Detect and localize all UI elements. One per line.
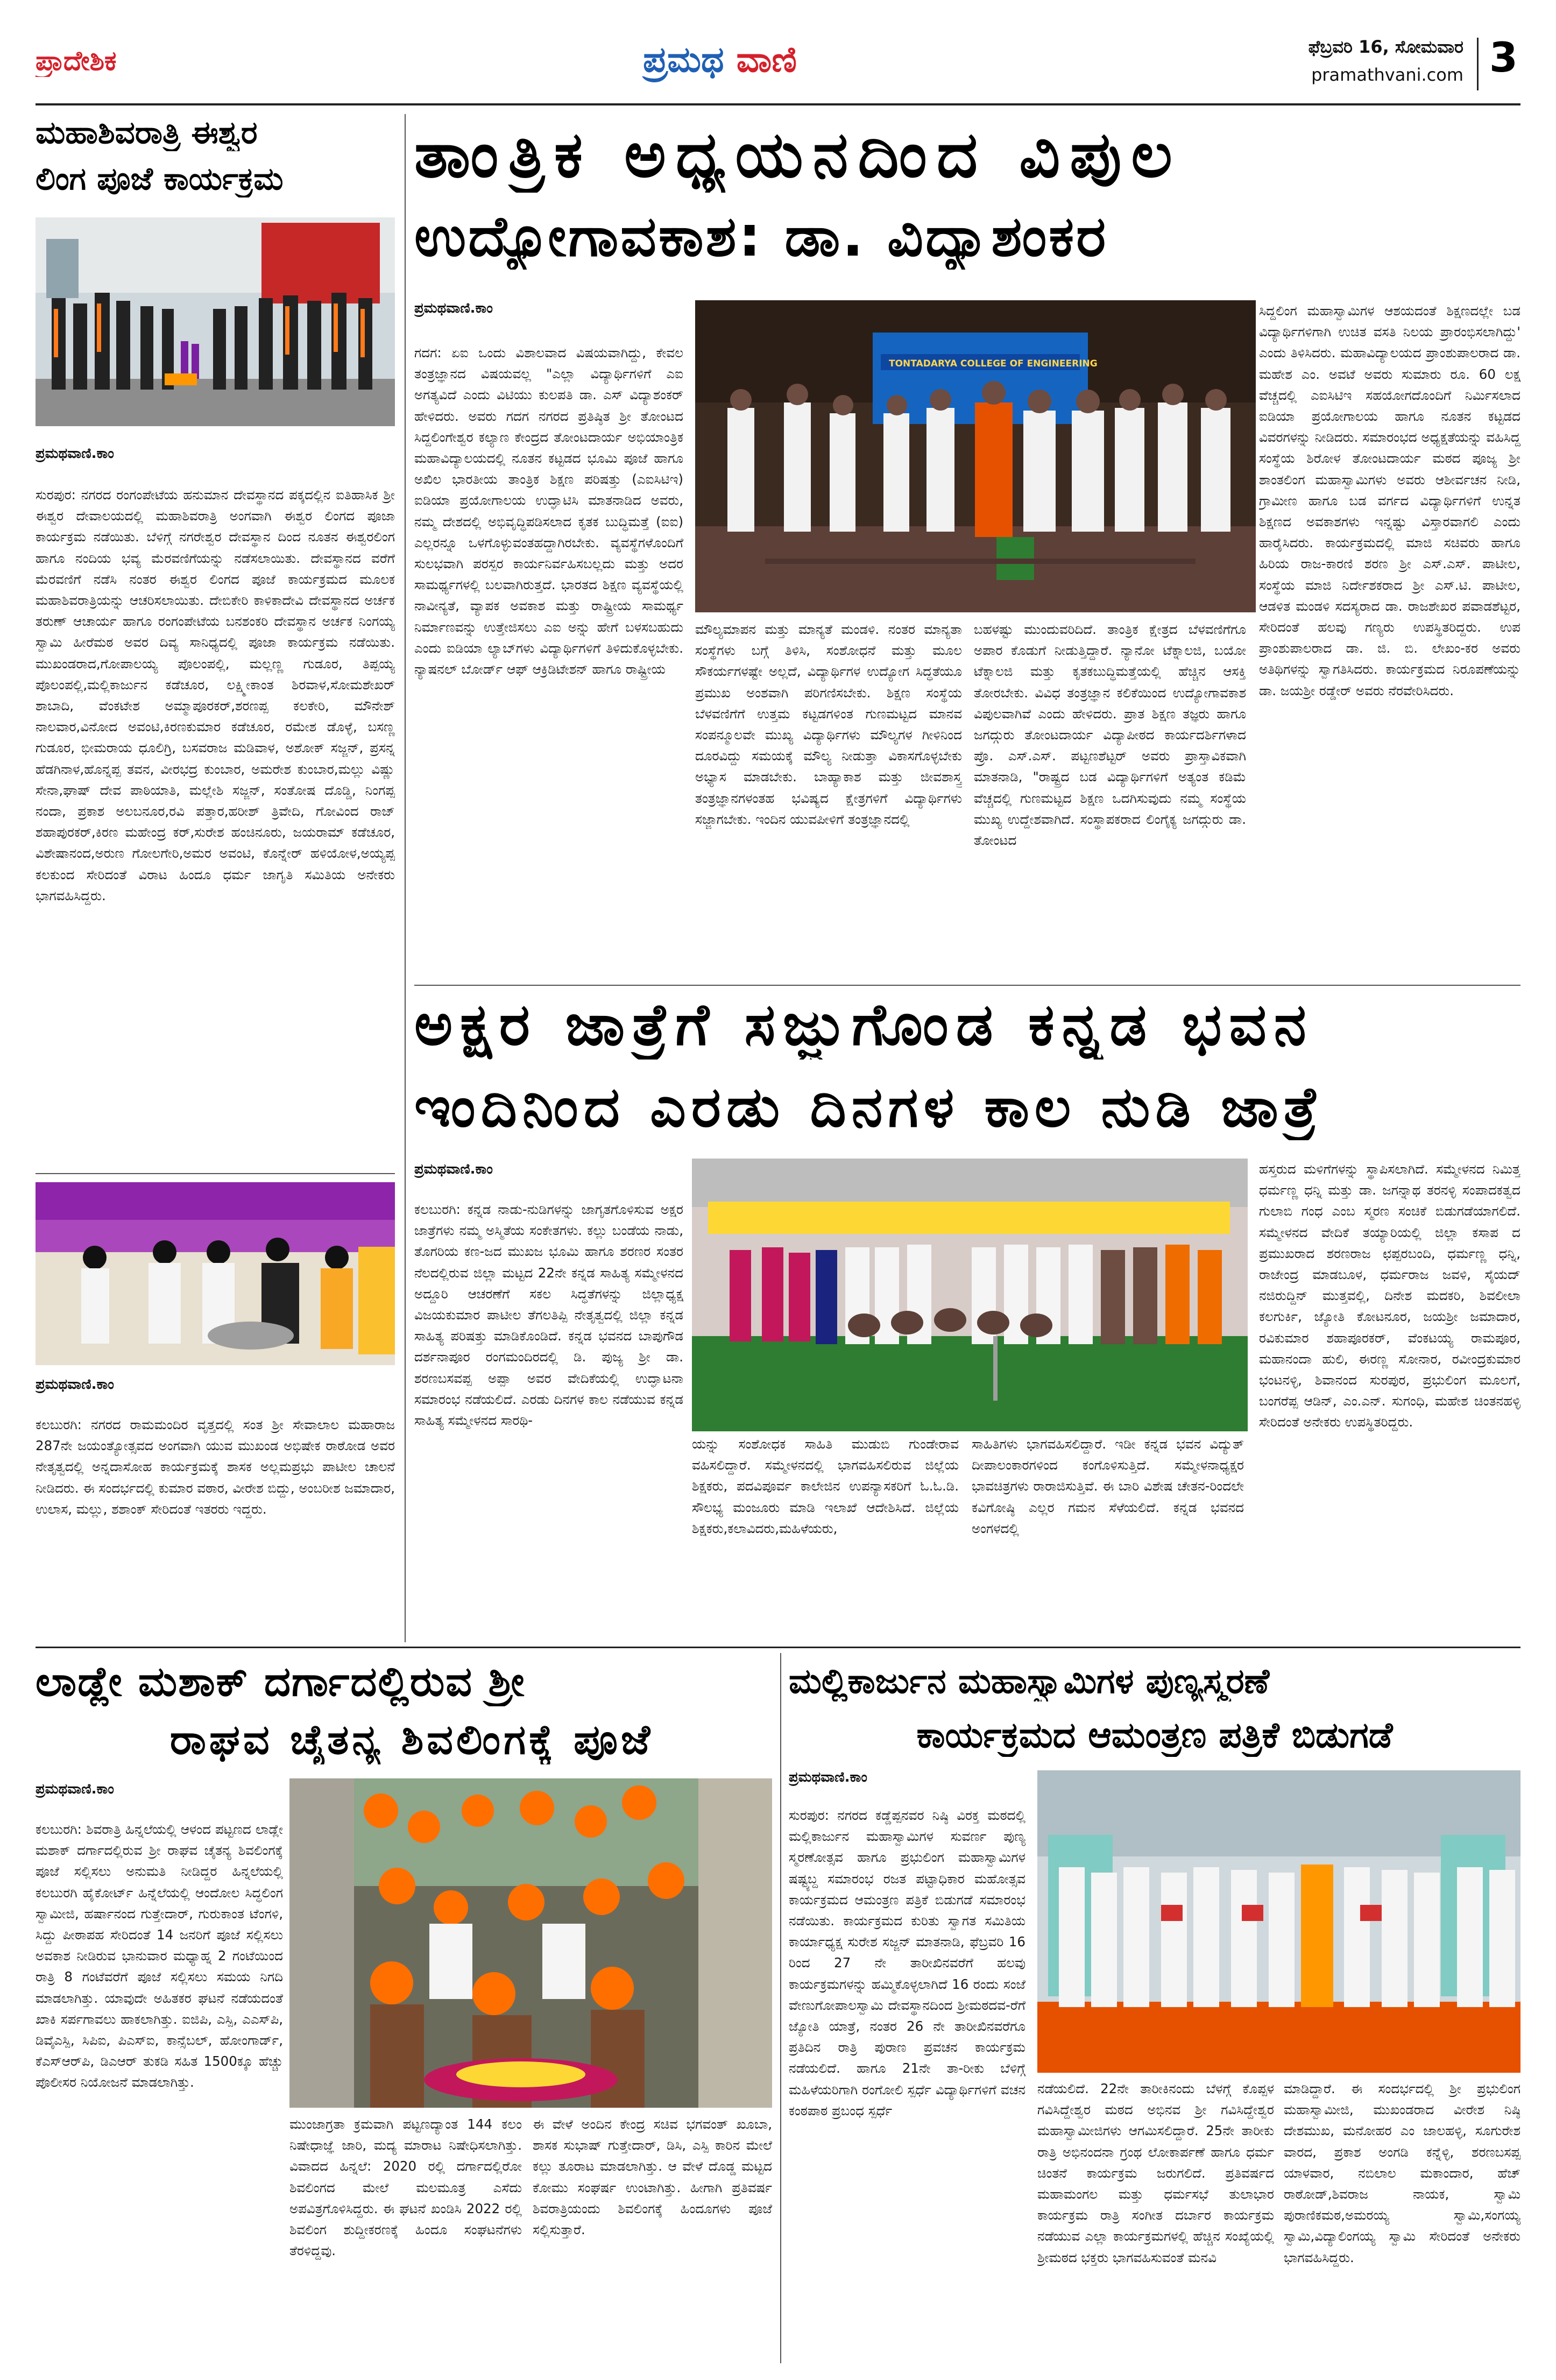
bl-headline-line1: ಲಾಡ್ಲೇ ಮಶಾಕ್ ದರ್ಗಾದಲ್ಲಿರುವ ಶ್ರೀ <box>36 1657 526 1705</box>
issue-date: ಫೆಬ್ರವರಿ 16, ಸೋಮವಾರ <box>1308 37 1463 57</box>
left1-headline-line1: ಮಹಾಶಿವರಾತ್ರಿ ಈಶ್ವರ <box>36 114 258 151</box>
paper-name-part2: ವಾಣಿ <box>736 39 797 80</box>
left2-photo <box>36 1182 395 1365</box>
main1-photo <box>695 300 1256 612</box>
main1-col3: ಬಹಳಷ್ಟು ಮುಂದುವರಿದಿದೆ. ತಾಂತ್ರಿಕ ಕ್ಷೇತ್ರದ ಬೆಳವಣಿಗೆಗೂ ಅಪಾರ ಕೊಡುಗೆ ನೀಡುತ್ತಿದ್ದಾರೆ. ನ್ಯಾನೋ ಟೆಕ್ನಾಲಜಿ, ಬಯೋ ಟೆಕ್ನಾಲಜಿ ಮತ್ತು ಕೃತಕಬುದ್ಧಿಮತ್ತೆಯಲ್ಲಿ ಹೆಚ್ಚಿನ ಆಸಕ್ತಿ ತೋರಬೇಕು. ವಿವಿಧ ತಂತ್ರಜ್ಞಾನ ಕಲಿಕೆಯಿಂದ ಉದ್ಯೋಗಾವಕಾಶ ವಿಪುಲವಾಗಿವೆ ಎಂದು ಹೇಳಿದರು. ಪ್ರಾತ ಶಿಕ್ಷಣ ತಜ್ಞರು ಹಾಗೂ ಜಗದ್ಗುರು ತೋಂಟದಾರ್ಯ ವಿದ್ಯಾಪೀಠದ ಕಾರ್ಯದರ್ಶಿಗಳಾದ ಪ್ರೊ. ಎಸ್.ಎಸ್. ಪಟ್ಟಣಶೆಟ್ಟರ್ ಅವರು ಪ್ರಾಸ್ತಾವಿಕವಾಗಿ ಮಾತನಾಡಿ, "ರಾಷ್ಟ್ರದ ಬಡ ವಿದ್ಯಾರ್ಥಿಗಳಿಗೆ ಅತ್ಯಂತ ಕಡಿಮೆ ವೆಚ್ಚದಲ್ಲಿ ಗುಣಮಟ್ಟದ ಶಿಕ್ಷಣ ಒದಗಿಸುವುದು ನಮ್ಮ ಸಂಸ್ಥೆಯ ಮುಖ್ಯ ಉದ್ದೇಶವಾಗಿದೆ. ಸಂಸ್ಥಾಪಕರಾದ ಲಿಂಗೈಕ್ಯ ಜಗದ್ಗುರು ಡಾ. ತೋಂಟದ <box>974 622 1246 849</box>
br-photo <box>1037 1770 1520 2073</box>
main1-headline-line1: ತಾಂತ್ರಿಕ ಅಧ್ಯಯನದಿಂದ ವಿಪುಲ <box>414 117 1182 192</box>
left1-byline: ಪ್ರಮಥವಾಣಿ.ಕಾಂ <box>36 446 114 462</box>
br-headline-line1: ಮಲ್ಲಿಕಾರ್ಜುನ ಮಹಾಸ್ವಾಮಿಗಳ ಪುಣ್ಯಸ್ಮರಣೆ <box>789 1662 1270 1701</box>
bl-col1: ಕಲಬುರಗಿ: ಶಿವರಾತ್ರಿ ಹಿನ್ನಲೆಯಲ್ಲಿ ಆಳಂದ ಪಟ್ಟಣದ ಲಾಡ್ಲೇ ಮಶಾಕ್ ದರ್ಗಾದಲ್ಲಿರುವ ಶ್ರೀ ರಾಘವ ಚೈತನ್ಯ ಶಿವಲಿಂಗಕ್ಕೆ ಪೂಜೆ ಸಲ್ಲಿಸಲು ಅನುಮತಿ ನೀಡಿದ್ದರ ಹಿನ್ನಲೆಯಲ್ಲಿ ಕಲಬುರಗಿ ಹೈಕೋರ್ಟ್ ಹಿನ್ನೆಲೆಯಲ್ಲಿ ಆಂದೋಲ ಸಿದ್ಧಲಿಂಗ ಸ್ವಾಮೀಜಿ, ಹರ್ಷಾನಂದ ಗುತ್ತೇದಾರ್, ಗುರುಕಾಂತ ಟೆಂಗಳಿ, ಸಿದ್ದು ಪೀಠಾಪಹ ಸೇರಿದಂತೆ 14 ಜನರಿಗೆ ಪೂಜೆ ಸಲ್ಲಿಸಲು ಅವಕಾಶ ನೀಡಿರುವ ಭಾನುವಾರ ಮಧ್ಯಾಹ್ನ 2 ಗಂಟೆಯಿಂದ ರಾತ್ರಿ 8 ಗಂಟೆವರೆಗೆ ಪೂಜೆ ಸಲ್ಲಿಸಲು ಸಮಯ ನಿಗದಿ ಮಾಡಲಾಗಿತ್ತು. ಯಾವುದೇ ಅಹಿತಕರ ಘಟನೆ ನಡೆಯದಂತೆ ಖಾಕಿ ಸರ್ಪಗಾವಲು ಹಾಕಲಾಗಿತ್ತು. ಐಜಿಪಿ, ಎಸ್ಪಿ, ಎಎಸ್‌ಪಿ, ಡಿವೈಎಸ್ಪಿ, ಸಿಪಿಐ, ಪಿಎಸ್‌ಐ, ಕಾನ್ಸೆಬಲ್, ಹೋಂಗಾರ್ಡ್, ಕೆಎಸ್‌ಆರ್‌ಪಿ, ಡಿಎಆರ್ ತುಕಡಿ ಸಹಿತ 1500ಕ್ಕೂ ಹೆಚ್ಚು ಪೊಲೀಸರ ನಿಯೋಜನೆ ಮಾಡಲಾಗಿತ್ತು. <box>36 1821 283 2091</box>
left-col-divider <box>36 1173 395 1174</box>
left-col-rule <box>405 114 406 1642</box>
br-col2: ನಡೆಯಲಿದೆ. 22ನೇ ತಾರೀಕಿನಂದು ಬೆಳಗ್ಗೆ ಕೊಪ್ಪಳ ಗವಿಸಿದ್ದೇಶ್ವರ ಮಠದ ಅಭಿನವ ಶ್ರೀ ಗವಿಸಿದ್ದೇಶ್ವರ ಮಹಾಸ್ವಾಮೀಜಿಗಳು ಆಗಮಿಸಲಿದ್ದಾರೆ. 25ನೇ ತಾರೀಕು ರಾತ್ರಿ ಅಭಿನಂದನಾ ಗ್ರಂಥ ಲೋಕಾರ್ಪಣೆ ಹಾಗೂ ಧರ್ಮ ಚಿಂತನೆ ಕಾರ್ಯಕ್ರಮ ಜರುಗಲಿದೆ. ಪ್ರತಿವರ್ಷದ ಮಹಾಮಂಗಲ ಮತ್ತು ಧರ್ಮಸಭೆ ತುಲಾಭಾರ ಕಾರ್ಯಕ್ರಮ ರಾತ್ರಿ ಸಂಗೀತ ದರ್ಬಾರ ಕಾರ್ಯಕ್ರಮ ನಡೆಯುವ ಎಲ್ಲಾ ಕಾರ್ಯಕ್ರಮಗಳಲ್ಲಿ ಹೆಚ್ಚಿನ ಸಂಖ್ಯೆಯಲ್ಲಿ ಶ್ರೀಮಠದ ಭಕ್ತರು ಭಾಗವಹಿಸುವಂತೆ ಮನವಿ <box>1037 2081 1274 2265</box>
main2-headline-line1: ಅಕ್ಷರ ಜಾತ್ರೆಗೆ ಸಜ್ಜುಗೊಂಡ ಕನ್ನಡ ಭವನ <box>414 991 1314 1058</box>
paper-name-part1: ಪ್ರಮಥ <box>643 39 724 80</box>
section-label: ಪ್ರಾದೇಶಿಕ <box>36 45 117 76</box>
main1-col2: ಮೌಲ್ಯಮಾಪನ ಮತ್ತು ಮಾನ್ಯತೆ ಮಂಡಳಿ. ನಂತರ ಮಾನ್ಯತಾ ಸಂಸ್ಥೆಗಳು ಬಗ್ಗೆ ತಿಳಿಸಿ, ಸಂಶೋಧನೆ ಮತ್ತು ಮೂಲ ಸೌಕರ್ಯಗಳಷ್ಟೇ ಅಲ್ಲದೆ, ವಿದ್ಯಾರ್ಥಿಗಳ ಉದ್ಯೋಗ ಸಿದ್ಧತೆಯೂ ಪ್ರಮುಖ ಅಂಶವಾಗಿ ಪರಿಗಣಿಸಬೇಕು. ಶಿಕ್ಷಣ ಸಂಸ್ಥೆಯ ಬೆಳವಣಿಗೆಗೆ ಉತ್ತಮ ಕಟ್ಟಡಗಳಿಂತ ಗುಣಮಟ್ಟದ ಮಾನವ ಸಂಪನ್ಮೂಲವೇ ಮುಖ್ಯ ವಿದ್ಯಾರ್ಥಿಗಳು ಮೌಲ್ಯಗಳ ಗೀಳಿನಿಂದ ದೂರವಿದ್ದು ಸಮಯಕ್ಕೆ ಮೌಲ್ಯ ನೀಡುತ್ತಾ ವಿಕಾಸಗೊಳ್ಳಬೇಕು ಅಭ್ಯಾಸ ಮಾಡಬೇಕು. ಬಾಹ್ಯಾಕಾಶ ಮತ್ತು ಜೀವಶಾಸ್ತ್ರ ತಂತ್ರಜ್ಞಾನಗಳಂತಹ ಭವಿಷ್ಯದ ಕ್ಷೇತ್ರಗಳಿಗೆ ವಿದ್ಯಾರ್ಥಿಗಳು ಸಜ್ಜಾಗಬೇಕು. ಇಂದಿನ ಯುವಪೀಳಿಗೆ ತಂತ್ರಜ್ಞಾನದಲ್ಲಿ <box>695 622 962 827</box>
br-col1: ಸುರಪುರ: ನಗರದ ಕಡ್ಡೆಪ್ಪನವರ ನಿಷ್ಠಿ ವಿರಕ್ತ ಮಠದಲ್ಲಿ ಮಲ್ಲಿಕಾರ್ಜುನ ಮಹಾಸ್ವಾಮಿಗಳ ಸುವರ್ಣ ಪುಣ್ಯ ಸ್ಮರಣೋತ್ಸವ ಹಾಗೂ ಪ್ರಭುಲಿಂಗ ಮಹಾಸ್ವಾಮಿಗಳ ಷಷ್ಟ್ಯಬ್ದ ಸಮಾರಂಭ ರಜತ ಪಟ್ಟಾಧಿಕಾರ ಮಹೋತ್ಸವ ಕಾರ್ಯಕ್ರಮದ ಆಮಂತ್ರಣ ಪತ್ರಿಕೆ ಬಿಡುಗಡೆ ಸಮಾರಂಭ ನಡೆಯಿತು. ಕಾರ್ಯಕ್ರಮದ ಕುರಿತು ಸ್ವಾಗತ ಸಮಿತಿಯ ಕಾರ್ಯಾಧ್ಯಕ್ಷ ಸುರೇಶ ಸಜ್ಜನ್ ಮಾತನಾಡಿ, ಫೆಬ್ರವರಿ 16 ರಿಂದ 27 ನೇ ತಾರೀಖಿನವರೆಗೆ ಹಲವು ಕಾರ್ಯಕ್ರಮಗಳನ್ನು ಹಮ್ಮಿಕೊಳ್ಳಲಾಗಿದೆ 16 ರಂದು ಸಂಜೆ ವೇಣುಗೋಪಾಲಸ್ವಾಮಿ ದೇವಸ್ಥಾನದಿಂದ ಶ್ರೀಮಠದವ-ರೆಗೆ ಜ್ಯೋತಿ ಯಾತ್ರೆ, ನಂತರ 26 ನೇ ತಾರೀಖಿನವರೆಗೂ ಪ್ರತಿದಿನ ರಾತ್ರಿ ಪುರಾಣ ಪ್ರವಚನ ಕಾರ್ಯಕ್ರಮ ನಡೆಯಲಿದೆ. ಹಾಗೂ 21ನೇ ತಾ-ರೀಕು ಬೆಳಿಗ್ಗೆ ಮಹಿಳೆಯರಿಗಾಗಿ ರಂಗೋಲಿ ಸ್ಪರ್ಧೆ ವಿದ್ಯಾರ್ಥಿಗಳಿಗೆ ವಚನ ಕಂಠಪಾಠ ಪ್ರಬಂಧ ಸ್ಪರ್ಧೆ <box>789 1807 1025 2118</box>
main1-byline: ಪ್ರಮಥವಾಣಿ.ಕಾಂ <box>414 300 493 316</box>
main2-photo <box>692 1159 1248 1431</box>
left2-byline: ಪ್ರಮಥವಾಣಿ.ಕಾಂ <box>36 1376 114 1393</box>
main2-col2: ಯನ್ನು ಸಂಶೋಧಕ ಸಾಹಿತಿ ಮುಡುಬಿ ಗುಂಡೇರಾವ ವಹಿಸಲಿದ್ದಾರೆ. ಸಮ್ಮೇಳನದಲ್ಲಿ ಭಾಗವಹಿಸಲಿರುವ ಜಿಲ್ಲೆಯ ಶಿಕ್ಷಕರು, ಪದವಿಪೂರ್ವ ಕಾಲೇಜಿನ ಉಪನ್ಯಾಸಕರಿಗೆ ಓ.ಓ.ಡಿ. ಸೌಲಭ್ಯ ಮಂಜೂರು ಮಾಡಿ ಇಲಾಖೆ ಆದೇಶಿಸಿದೆ. ಜಿಲ್ಲೆಯ ಶಿಕ್ಷಕರು,ಕಲಾವಿದರು,ಮಹಿಳೆಯರು, <box>692 1436 959 1536</box>
page-number-divider <box>1477 38 1479 90</box>
masthead-rule <box>36 103 1520 105</box>
left1-photo <box>36 217 395 426</box>
br-headline-line2: ಕಾರ್ಯಕ್ರಮದ ಆಮಂತ್ರಣ ಪತ್ರಿಕೆ ಬಿಡುಗಡೆ <box>916 1714 1393 1756</box>
main2-headline-line2: ಇಂದಿನಿಂದ ಎರಡು ದಿನಗಳ ಕಾಲ ನುಡಿ ಜಾತ್ರೆ <box>414 1074 1324 1140</box>
bl-headline-line2: ರಾಘವ ಚೈತನ್ಯ ಶಿವಲಿಂಗಕ್ಕೆ ಪೂಜೆ <box>169 1715 654 1763</box>
paper-logo <box>643 39 797 82</box>
bl-col3: ಈ ವೇಳೆ ಅಂದಿನ ಕೇಂದ್ರ ಸಚಿವ ಭಗವಂತ್ ಖೂಬಾ, ಶಾಸಕ ಸುಭಾಷ್ ಗುತ್ತೇದಾರ್, ಡಿಸಿ, ಎಸ್ಪಿ ಕಾರಿನ ಮೇಲೆ ಕಲ್ಲು ತೂರಾಟ ಮಾಡಲಾಗಿತ್ತು. ಆ ವೇಳೆ ದೊಡ್ಡ ಮಟ್ಟದ ಕೋಮು ಸಂಘರ್ಷ ಉಂಟಾಗಿತ್ತು. ಹೀಗಾಗಿ ಪ್ರತಿವರ್ಷ ಶಿವರಾತ್ರಿಯಂದು ಶಿವಲಿಂಗಕ್ಕೆ ಹಿಂದೂಗಳು ಪೂಜೆ ಸಲ್ಲಿಸುತ್ತಾರೆ. <box>533 2116 772 2238</box>
bl-byline: ಪ್ರಮಥವಾಣಿ.ಕಾಂ <box>36 1781 114 1797</box>
left1-headline-line2: ಲಿಂಗ ಪೂಜೆ ಕಾರ್ಯಕ್ರಮ <box>36 160 284 197</box>
website-url[interactable]: pramathvani.com <box>1311 65 1463 85</box>
main1-col4: ಸಿದ್ದಲಿಂಗ ಮಹಾಸ್ವಾಮಿಗಳ ಆಶಯದಂತೆ ಶಿಕ್ಷಣದಲ್ಲೇ ಬಡ ವಿದ್ಯಾರ್ಥಿಗಳಿಗಾಗಿ ಉಚಿತ ವಸತಿ ನಿಲಯ ಪ್ರಾರಂಭಿಸಲಾಗಿದ್ದು' ಎಂದು ತಿಳಿಸಿದರು. ಮಹಾವಿದ್ಯಾಲಯದ ಪ್ರಾಂಶುಪಾಲರಾದ ಡಾ. ಮಹೇಶ ಎಂ. ಅವಟೆ ಅವರು ಸುಮಾರು ರೂ. 60 ಲಕ್ಷ ವೆಚ್ಚದಲ್ಲಿ ಎಐಸಿಟಿಇ ಸಹಯೋಗದೊಂದಿಗೆ ನಿರ್ಮಿಸಲಾದ ಐಡಿಯಾ ಪ್ರಯೋಗಾಲಯ ಹಾಗೂ ನೂತನ ಕಟ್ಟಡದ ವಿವರಗಳನ್ನು ನೀಡಿದರು. ಸಮಾರಂಭದ ಅಧ್ಯಕ್ಷತೆಯನ್ನು ವಹಿಸಿದ್ದ ಸಂಸ್ಥೆಯ ಶಿರೋಳ ತೋಂಟದಾರ್ಯ ಮಠದ ಪೂಜ್ಯ ಶ್ರೀ ಶಾಂತಲಿಂಗ ಮಹಾಸ್ವಾಮಿಗಳು ಅವರು ಆಶೀರ್ವಚನ ನೀಡಿ, ಗ್ರಾಮೀಣ ಹಾಗೂ ಬಡ ವರ್ಗದ ವಿದ್ಯಾರ್ಥಿಗಳಿಗೆ ಉನ್ನತ ಶಿಕ್ಷಣದ ಅವಕಾಶಗಳು ಇನ್ನಷ್ಟು ವಿಸ್ತಾರವಾಗಲಿ ಎಂದು ಹಾರೈಸಿದರು. ಕಾರ್ಯಕ್ರಮದಲ್ಲಿ ಮಾಜಿ ಸಚಿವರು ಹಾಗೂ ಹಿರಿಯ ರಾಜ-ಕಾರಣಿ ಶರಣ ಶ್ರೀ ಎಸ್.ಎಸ್. ಪಾಟೀಲ, ಸಂಸ್ಥೆಯ ಮಾಜಿ ನಿರ್ದೇಶಕರಾದ ಶ್ರೀ ಎಸ್.ಟಿ. ಪಾಟೀಲ, ಆಡಳಿತ ಮಂಡಳಿ ಸದಸ್ಯರಾದ ಡಾ. ರಾಜಶೇಖರ ಪವಾಡಶೆಟ್ಟರ, ಸೇರಿದಂತೆ ಹಲವು ಗಣ್ಯರು ಉಪಸ್ಥಿತರಿದ್ದರು. ಉಪ ಪ್ರಾಂಶುಪಾಲರಾದ ಡಾ. ಜಿ. ಬಿ. ಲೇಖಂ-ಕರ ಅವರು ಅತಿಥಿಗಳನ್ನು ಸ್ವಾಗತಿಸಿದರು. ಕಾರ್ಯಕ್ರಮದ ನಿರೂಪಣೆಯನ್ನು ಡಾ. ಜಯಶ್ರೀ ರಡ್ಡೇರ್ ಅವರು ನೆರವೇರಿಸಿದರು. <box>1259 303 1520 698</box>
main1-col1: ಗದಗ: ಏಐ ಒಂದು ವಿಶಾಲವಾದ ವಿಷಯವಾಗಿದ್ದು, ಕೇವಲ ತಂತ್ರಜ್ಞಾನದ ವಿಷಯವಲ್ಲ "ಎಲ್ಲಾ ವಿದ್ಯಾರ್ಥಿಗಳಿಗೆ ಎಐ ಅಗತ್ಯವಿದೆ ಎಂದು ವಿಟಿಯು ಕುಲಪತಿ ಡಾ. ಎಸ್ ವಿದ್ಯಾಶಂಕರ್ ಹೇಳಿದರು. ಅವರು ಗದಗ ನಗರದ ಪ್ರತಿಷ್ಠಿತ ಶ್ರೀ ತೋಂಟದ ಸಿದ್ದಲಿಂಗೇಶ್ವರ ಕಲ್ಯಾಣ ಕೇಂದ್ರದ ತೋಂಟದಾರ್ಯ ಅಭಿಯಾಂತ್ರಿಕ ಮಹಾವಿದ್ಯಾಲಯದಲ್ಲಿ ನೂತನ ಕಟ್ಟಡದ ಭೂಮಿ ಪೂಜೆ ಹಾಗೂ ಅಖಿಲ ಭಾರತೀಯ ತಾಂತ್ರಿಕ ಶಿಕ್ಷಣ ಪರಿಷತ್ತು (ಎಐಸಿಟಿಇ) ಐಡಿಯಾ ಪ್ರಯೋಗಾಲಯ ಉದ್ಘಾಟಿಸಿ ಮಾತನಾಡಿದ ಅವರು, ನಮ್ಮ ದೇಶದಲ್ಲಿ ಅಭಿವೃದ್ಧಿಪಡಿಸಲಾದ ಕೃತಕ ಬುದ್ಧಿಮತ್ತೆ (ಐಐ) ಎಲ್ಲರನ್ನೂ ಒಳಗೊಳ್ಳುವಂತಹದ್ದಾಗಿರಬೇಕು. ವ್ಯವಸ್ಥೆಗಳೊಂದಿಗೆ ಸುಲಭವಾಗಿ ಪರಸ್ಪರ ಕಾರ್ಯನಿರ್ವಹಿಸಬಲ್ಲದು ಮತ್ತು ಅದರ ಸಾಮರ್ಥ್ಯಗಳಲ್ಲಿ ಬಲವಾಗಿರುತ್ತದೆ. ಭಾರತದ ಶಿಕ್ಷಣ ವ್ಯವಸ್ಥೆಯಲ್ಲಿ ನಾವೀನ್ಯತೆ, ವ್ಯಾಪಕ ಅವಕಾಶ ಮತ್ತು ರಾಷ್ಟ್ರೀಯ ಸಾಮರ್ಥ್ಯ ನಿರ್ಮಾಣವನ್ನು ಉತ್ತೇಜಿಸಲು ಎಐ ಅನ್ನು ಹೇಗೆ ಬಳಸಬಹುದು ಎಂದು ಐಡಿಯಾ ಲ್ಯಾಬ್‌ಗಳು ವಿದ್ಯಾರ್ಥಿಗಳಿಗೆ ತಿಳಿದುಕೊಳ್ಳಬೇಕು. ನ್ಯಾಷನಲ್ ಬೋರ್ಡ್ ಆಫ್ ಆಕ್ರಿಡಿಟೇಶನ್ ಹಾಗೂ ರಾಷ್ಟ್ರೀಯ <box>414 345 683 677</box>
bl-photo <box>289 1778 772 2108</box>
main2-byline: ಪ್ರಮಥವಾಣಿ.ಕಾಂ <box>414 1161 493 1177</box>
main2-col3: ಸಾಹಿತಿಗಳು ಭಾಗವಹಿಸಲಿದ್ದಾರೆ. ಇಡೀ ಕನ್ನಡ ಭವನ ವಿದ್ಯುತ್ ದೀಪಾಲಂಕಾರಗಳಿಂದ ಕಂಗೊಳಿಸುತ್ತಿದೆ. ಸಮ್ಮೇಳನಾಧ್ಯಕ್ಷರ ಭಾವಚಿತ್ರಗಳು ರಾರಾಜಿಸುತ್ತಿವೆ. ಈ ಬಾರಿ ವಿಶೇಷ ಚೇತನ-ರಿಂದಲೇ ಕವಿಗೋಷ್ಠಿ ಎಲ್ಲರ ಗಮನ ಸೆಳೆಯಲಿದೆ. ಕನ್ನಡ ಭವನದ ಅಂಗಳದಲ್ಲಿ <box>972 1436 1244 1536</box>
br-col3: ಮಾಡಿದ್ದಾರೆ. ಈ ಸಂದರ್ಭದಲ್ಲಿ ಶ್ರೀ ಪ್ರಭುಲಿಂಗ ಮಹಾಸ್ವಾಮೀಜಿ, ಮುಖಂಡರಾದ ವೀರೇಶ ನಿಷ್ಠಿ ದೇಶಮುಖ, ಮನೋಹರ ಎಂ ಜಾಲಹಳ್ಳಿ, ಸೂಗುರೇಶ ವಾರದ, ಪ್ರಕಾಶ ಅಂಗಡಿ ಕನ್ನೆಳ್ಳಿ, ಶರಣಬಸಪ್ಪ ಯಾಳವಾರ, ನಬಿಲಾಲ ಮಕಾಂದಾರ, ಹೆಚ್ ರಾಠೋಡ್,ಶಿವರಾಜ ನಾಯಕ, ಸ್ವಾಮಿ ಪುರಾಣಿಕಮಠ,ಅಮರಯ್ಯ ಸ್ವಾಮಿ,ಸಂಗಯ್ಯ ಸ್ವಾಮಿ,ವಿದ್ಯಾಲಿಂಗಯ್ಯ ಸ್ವಾಮಿ ಸೇರಿದಂತೆ ಅನೇಕರು ಭಾಗವಹಿಸಿದ್ದರು. <box>1284 2081 1520 2265</box>
main1-headline-line2: ಉದ್ಯೋಗಾವಕಾಶ: ಡಾ. ವಿದ್ಯಾಶಂಕರ <box>414 203 1108 269</box>
main2-col4: ಹಸ್ತರುದ ಮಳಿಗೆಗಳನ್ನು ಸ್ಥಾಪಿಸಲಾಗಿದೆ. ಸಮ್ಮೇಳನದ ನಿಮಿತ್ತ ಧರ್ಮಣ್ಣ ಧನ್ನಿ ಮತ್ತು ಡಾ. ಜಗನ್ನಾಥ ತರನಳ್ಳಿ ಸಂಪಾದಕತ್ವದ ಗುಲಾಬಿ ಗಂಧ ಎಂಬ ಸ್ಮರಣ ಸಂಚಿಕೆ ಬಿಡುಗಡೆಯಾಗಲಿದೆ. ಸಮ್ಮೇಳನದ ವೇದಿಕೆ ತಯ್ಯಾರಿಯಲ್ಲಿ ಜಿಲ್ಲಾ ಕಸಾಪ ದ ಪ್ರಮುಖರಾದ ಶರಣರಾಜ ಛಪ್ಪರಬಂದಿ, ಧರ್ಮಣ್ಣ ಧನ್ನಿ, ರಾಜೇಂದ್ರ ಮಾಡಬೂಳ, ಧರ್ಮರಾಜ ಜವಳಿ, ಸೈಯದ್ ನಜಿರುದ್ದಿನ್ ಮುತ್ತವಲ್ಲಿ, ದಿನೇಶ ಮದಕರಿ, ಶಿವಲೀಲಾ ಕಲಗುರ್ಕಿ, ಜ್ಯೋತಿ ಕೋಟನೂರ, ಜಯಶ್ರೀ ಜಮಾದಾರ, ರವಿಕುಮಾರ ಶಹಾಪೂರಕರ್, ವೆಂಕಟಯ್ಯ ರಾಮಪೂರ, ಮಹಾನಂದಾ ಹುಲಿ, ಈರಣ್ಣ ಸೋನಾರ, ರವೀಂದ್ರಕುಮಾರ ಭಂಟನಳ್ಳಿ, ಶಿವಾನಂದ ಸುರಪುರ, ಪ್ರಭುಲಿಂಗ ಮೂಲಗೆ, ಬಂಗರೆಪ್ಪ ಆಡಿನ್, ಎಂ.ಎನ್. ಸುಗಂಧಿ, ಮಹೇಶ ಚಿಂತನಹಳ್ಳಿ ಸೇರಿದಂತೆ ಅನೇಕರು ಉಪಸ್ಥಿತರಿದ್ದರು. <box>1259 1161 1520 1430</box>
page-number: 3 <box>1489 33 1518 81</box>
br-byline: ಪ್ರಮಥವಾಣಿ.ಕಾಂ <box>789 1769 867 1785</box>
main1-bottom-rule <box>414 985 1520 986</box>
photo-banner-text: TONTADARYA COLLEGE OF ENGINEERING <box>889 358 1098 369</box>
bottom-stories-divider <box>780 1653 781 2363</box>
main2-col1: ಕಲಬುರಗಿ: ಕನ್ನಡ ನಾಡು-ನುಡಿಗಳನ್ನು ಜಾಗೃತಗೊಳಿಸುವ ಅಕ್ಷರ ಜಾತ್ರೆಗಳು ನಮ್ಮ ಅಸ್ಮಿತೆಯ ಸಂಕೇತಗಳು. ಕಲ್ಲು ಬಂಡೆಯ ನಾಡು, ತೊಗರಿಯ ಕಣ-ಜದ ಮುಖಜ ಭೂಮಿ ಹಾಗೂ ಶರಣರ ಸಂತರ ನೆಲದಲ್ಲಿರುವ ಜಿಲ್ಲಾ ಮಟ್ಟದ 22ನೇ ಕನ್ನಡ ಸಾಹಿತ್ಯ ಸಮ್ಮೇಳನದ ಅದ್ದೂರಿ ಆಚರಣೆಗೆ ಸಕಲ ಸಿದ್ಧತೆಗಳನ್ನು ಜಿಲ್ಲಾಧ್ಯಕ್ಷ ವಿಜಯಕುಮಾರ ಪಾಟೀಲ ತೆಗಲತಿಪ್ಪಿ ನೇತೃತ್ವದಲ್ಲಿ ಜಿಲ್ಲಾ ಕನ್ನಡ ಸಾಹಿತ್ಯ ಪರಿಷತ್ತು ಮಾಡಿಕೊಂಡಿದೆ. ಕನ್ನಡ ಭವನದ ಬಾಪುಗೌಡ ದರ್ಶನಾಪೂರ ರಂಗಮಂದಿರದಲ್ಲಿ ಡಿ. ಪುಜ್ಯ ಶ್ರೀ ಡಾ. ಶರಣಬಸವಪ್ಪ ಅಪ್ಪಾ ಅವರ ವೇದಿಕೆಯಲ್ಲಿ ಉದ್ಘಾಟನಾ ಸಮಾರಂಭ ನಡೆಯಲಿದೆ. ಎರಡು ದಿನಗಳ ಕಾಲ ನಡೆಯುವ ಕನ್ನಡ ಸಾಹಿತ್ಯ ಸಮ್ಮೇಳನದ ಸಾರಥಿ- <box>414 1202 683 1429</box>
bl-col2: ಮುಂಜಾಗ್ರತಾ ಕ್ರಮವಾಗಿ ಪಟ್ಟಣದ್ಯಾಂತ 144 ಕಲಂ ನಿಷೇಧಾಜ್ಞೆ ಜಾರಿ, ಮದ್ಯ ಮಾರಾಟ ನಿಷೇಧಿಸಲಾಗಿತ್ತು. ವಿವಾದದ ಹಿನ್ನಲೆ: 2020 ರಲ್ಲಿ ದರ್ಗಾದಲ್ಲಿರೋ ಶಿವಲಿಂಗದ ಮೇಲೆ ಮಲಮೂತ್ರ ಎಸೆದು ಅಪವಿತ್ರಗೊಳಿಸಿದ್ದರು. ಈ ಘಟನೆ ಖಂಡಿಸಿ 2022 ರಲ್ಲಿ ಶಿವಲಿಂಗ ಶುದ್ದೀಕರಣಕ್ಕೆ ಹಿಂದೂ ಸಂಘಟನೆಗಳು ತೆರಳಿದ್ದವು. <box>289 2116 522 2259</box>
bottom-section-rule <box>36 1647 1520 1648</box>
left1-body: ಸುರಪುರ: ನಗರದ ರಂಗಂಪೇಟೆಯ ಹನುಮಾನ ದೇವಸ್ಥಾನದ ಪಕ್ಕದಲ್ಲಿನ ಐತಿಹಾಸಿಕ ಶ್ರೀ ಈಶ್ವರ ದೇವಾಲಯದಲ್ಲಿ ಮಹಾಶಿವರಾತ್ರಿ ಅಂಗವಾಗಿ ಈಶ್ವರ ಲಿಂಗದ ಪೂಜಾ ಕಾರ್ಯಕ್ರಮ ನಡೆಯಿತು. ಬೆಳಿಗ್ಗೆ ನಗರೇಶ್ವರ ದೇವಸ್ಥಾನ ದಿಂದ ನೂತನ ಈಶ್ವರಲಿಂಗ ಹಾಗೂ ನಂದಿಯ ಭವ್ಯ ಮೆರವಣಿಗೆಯನ್ನು ನಡೆಸಲಾಯಿತು. ದೇವಸ್ಥಾನದ ವರೆಗೆ ಮೆರವಣಿಗೆ ನಡೆಸಿ ನಂತರ ಈಶ್ವರ ಲಿಂಗದ ಪೂಜೆ ಕಾರ್ಯಕ್ರಮದ ಮೂಲಕ ಮಹಾಶಿವರಾತ್ರಿಯನ್ನು ಆಚರಿಸಲಾಯಿತು. ದೇಬಿಕೇರಿ ಕಾಳಿಕಾದೇವಿ ದೇವಸ್ಥಾನದ ಅರ್ಚಕ ತರುಣ್ ಆಚಾರ್ಯ ಹಾಗೂ ರಂಗಂಪೇಟೆಯ ಬನಶಂಕರಿ ದೇವಸ್ಥಾನ ಅರ್ಚಕ ನಿಂಗಯ್ಯ ಸ್ವಾಮಿ ಹೀರೆಮಠ ಅವರ ದಿವ್ಯ ಸಾನಿಧ್ಯದಲ್ಲಿ ಪೂಜಾ ಕಾರ್ಯಕ್ರಮ ನಡೆಯಿತು. ಮುಖಂಡರಾದ,ಗೋಪಾಲಯ್ಯ ಪೊಲಂಪಲ್ಲಿ, ಮಲ್ಲಣ್ಣ ಗುಡೂರ, ತಿಪ್ಪಯ್ಯ ಪೊಲಂಪಲ್ಲಿ,ಮಲ್ಲಿಕಾರ್ಜುನ ಕಡೆಚೂರ, ಲಕ್ಷ್ಮೀಕಾಂತ ಶಿರವಾಳ,ಸೋಮಶೇಖರ್ ಶಾಬಾದಿ, ವೆಂಕಟೇಶ ಅಮ್ಮಾಪೂರಕರ್,ಶರಣಪ್ಪ ಕಲಕೇರಿ, ಮೌನೇಶ್ ನಾಲವಾರ,ವಿನೋದ ಅವಂಟಿ,ಕಿರಣಕುಮಾರ ಕಡೆಚೂರ, ರಮೇಶ ಡೊಳ್ಳೆ, ಬಸಣ್ಣ ಗುಡೂರ, ಭೀಮರಾಯ ಧೂಲಿಗ್ರಿ, ಬಸವರಾಜ ಮಡಿವಾಳ, ಅಶೋಕ್ ಸಜ್ಜನ್, ಪ್ರಸನ್ನ ಹೆಡಗಿನಾಳ,ಹೊನ್ನಪ್ಪ ತವನ, ವೀರಭದ್ರ ಕುಂಬಾರ, ಅಮರೇಶ ಕುಂಬಾರ,ಮಲ್ಲು ವಿಷ್ಣು ಸೇನಾ,ಘಾಷ್ ದೇವ ಪಾಠಿಯಾತಿ, ಮಲ್ಲೇಶಿ ಸಜ್ಜನ್, ಸಂತೋಷ ದೊಡ್ಡಿ, ನಿಂಗಪ್ಪ ನಂದಾ, ಪ್ರಕಾಶ ಅಲಬನೂರ,ರವಿ ಪತ್ತಾರ,ಹರೀಶ್ ತ್ರಿವೇದಿ, ಗೋವಿಂದ ರಾಜ್ ಶಹಾಪುರಕರ್,ಕಿರಣ ಮಹೇಂದ್ರ ಕರ್,ಸುರೇಶ ಹಂಚಿನೂರು, ಜಯರಾಮ್ ಕಡೆಚೂರ, ವಿಶೇಷಾನಂದ,ಅರುಣ ಗೋಲಗೇರಿ,ಅಮರ ಅವಂಟಿ, ಕೊನ್ನೇರ್ ಹಳಿಯೋಳ,ಅಯ್ಯಪ್ಪ ಕಲಕುಂದ ಸೇರಿದಂತೆ ವಿರಾಟ ಹಿಂದೂ ಧರ್ಮ ಜಾಗೃತಿ ಸಮಿತಿಯ ಅನೇಕರು ಭಾಗವಹಿಸಿದ್ದರು. <box>36 487 395 903</box>
left2-body: ಕಲಬುರಗಿ: ನಗರದ ರಾಮಮಂದಿರ ವೃತ್ತದಲ್ಲಿ ಸಂತ ಶ್ರೀ ಸೇವಾಲಾಲ ಮಹಾರಾಜ 287ನೇ ಜಯಂತ್ಯೋತ್ಸವದ ಅಂಗವಾಗಿ ಯುವ ಮುಖಂಡ ಅಭಿಷೇಕ ರಾಠೋಡ ಅವರ ನೇತೃತ್ವದಲ್ಲಿ ಅನ್ನದಾಸೋಹ ಕಾರ್ಯಕ್ರಮಕ್ಕೆ ಶಾಸಕ ಅಲ್ಲಮಪ್ರಭು ಪಾಟೀಲ ಚಾಲನೆ ನೀಡಿದರು. ಈ ಸಂದರ್ಭದಲ್ಲಿ ಕುಮಾರ ವಠಾರ, ವೀರೇಶ ಬಿದ್ದು, ಅಂಬರೀಶ ಜಮಾದಾರ, ಉಲಾಸ, ಮಲ್ಲು, ಶಶಾಂಕ್ ಸೇರಿದಂತೆ ಇತರರು ಇದ್ದರು. <box>36 1417 395 1517</box>
